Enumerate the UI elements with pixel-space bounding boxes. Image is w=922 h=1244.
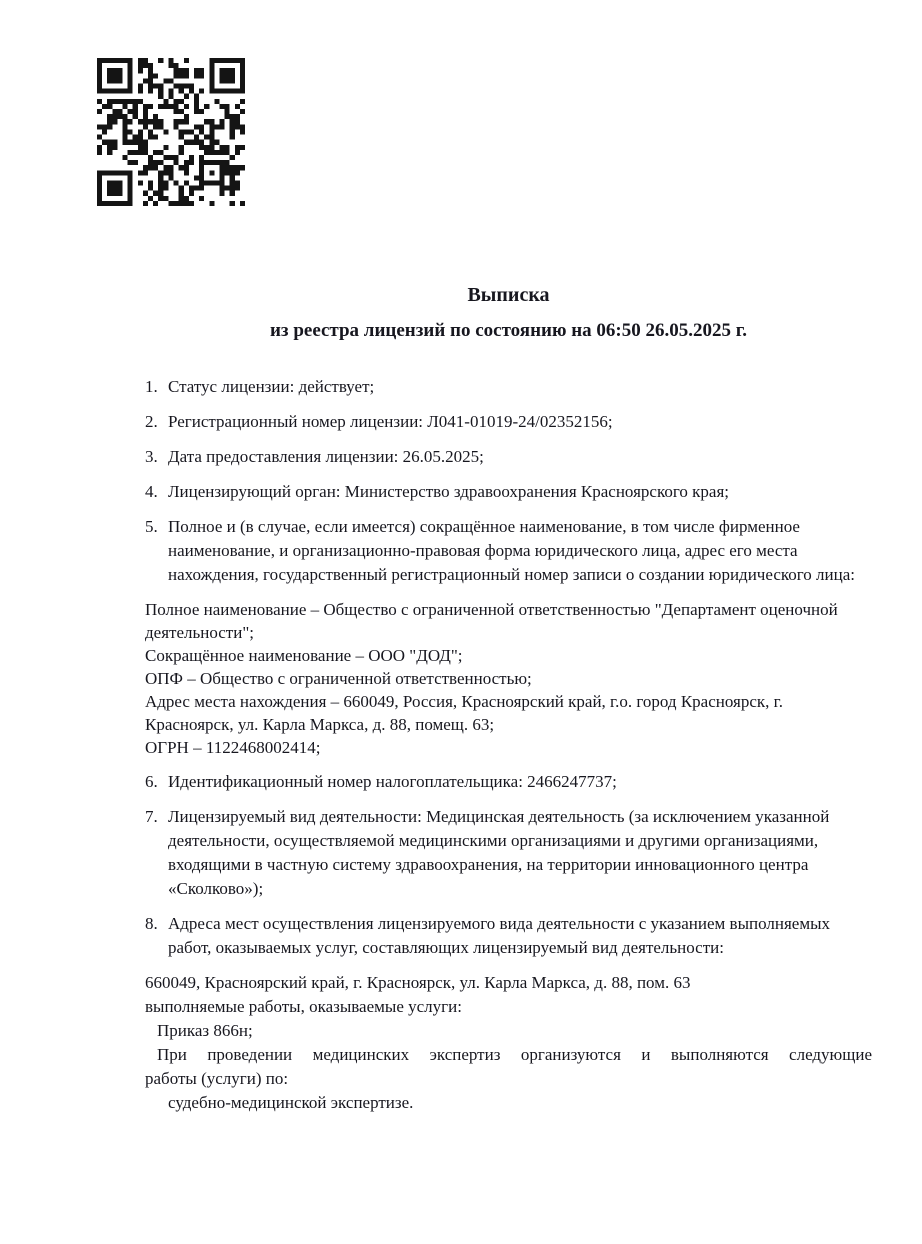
org-address: Адрес места нахождения – 660049, Россия, Красноярский край, г.о. город Красноярск, г. Красноярск, ул. Карла Маркса, д. 88, помещ. 63; [145,692,783,734]
item-number: 7. [145,807,158,826]
activity-address-block [145,971,872,1115]
item-text: Лицензируемый вид деятельности: Медицинская деятельность (за исключением указанной деятельности, осуществляемой медицинскими организациями и другими организациями, входящими в частную систему здравоохранения, на территории инновационного центра «Сколково»); [168,807,830,898]
item-text: Полное и (в случае, если имеется) сокращённое наименование, в том числе фирменное наименование, и организационно-правовая форма юридического лица, адрес его места нахождения, государственный регистрационный номер записи о создании юридического лица: [168,517,856,584]
license-item-status [145,375,872,399]
item-number: 5. [145,517,158,536]
forensic-expertise-line: судебно-медицинской экспертизе. [168,1093,414,1112]
works-services-label: выполняемые работы, оказываемые услуги: [145,997,462,1016]
org-legal-form: ОПФ – Общество с ограниченной ответственностью; [145,669,532,688]
item-number: 2. [145,412,158,431]
document-title: Выписка [467,284,550,306]
item-number: 1. [145,377,158,396]
item-text: Регистрационный номер лицензии: Л041-01019-24/02352156; [168,412,613,431]
license-item-activity-addresses-heading [145,912,872,960]
org-short-name: Сокращённое наименование – ООО "ДОД"; [145,646,463,665]
org-details [145,598,872,759]
item-text: Идентификационный номер налогоплательщика: 2466247737; [168,772,617,791]
qr-code-icon [97,58,245,206]
license-item-inn [145,770,872,794]
license-item-activity-type [145,805,872,901]
document-subtitle: из реестра лицензий по состоянию на 06:50 26.05.2025 г. [269,320,747,341]
item-text: Лицензирующий орган: Министерство здравоохранения Красноярского края; [168,482,729,501]
license-item-reg-number [145,410,872,434]
works-services-by-line: работы (услуги) по: [145,1069,289,1088]
org-ogrn: ОГРН – 1122468002414; [145,738,321,757]
item-number: 4. [145,482,158,501]
document-body [145,282,872,1115]
license-item-org-name-heading [145,515,872,587]
item-text: Статус лицензии: действует; [168,377,375,396]
order-866n-line: Приказ 866н; [157,1021,253,1040]
expertise-intro-line: При проведении медицинских экспертиз организуются и выполняются следующие [157,1045,872,1064]
license-item-authority [145,480,872,504]
item-number: 8. [145,914,158,933]
item-number: 3. [145,447,158,466]
activity-address-line: 660049, Красноярский край, г. Красноярск, ул. Карла Маркса, д. 88, пом. 63 [145,973,691,992]
item-number: 6. [145,772,158,791]
org-full-name: Полное наименование – Общество с ограниченной ответственностью "Департамент оценочной деятельности"; [145,600,838,642]
license-item-grant-date [145,445,872,469]
item-text: Дата предоставления лицензии: 26.05.2025; [168,447,484,466]
item-text: Адреса мест осуществления лицензируемого вида деятельности с указанием выполняемых работ, оказываемых услуг, составляющих лицензируемый вид деятельности: [168,914,830,957]
